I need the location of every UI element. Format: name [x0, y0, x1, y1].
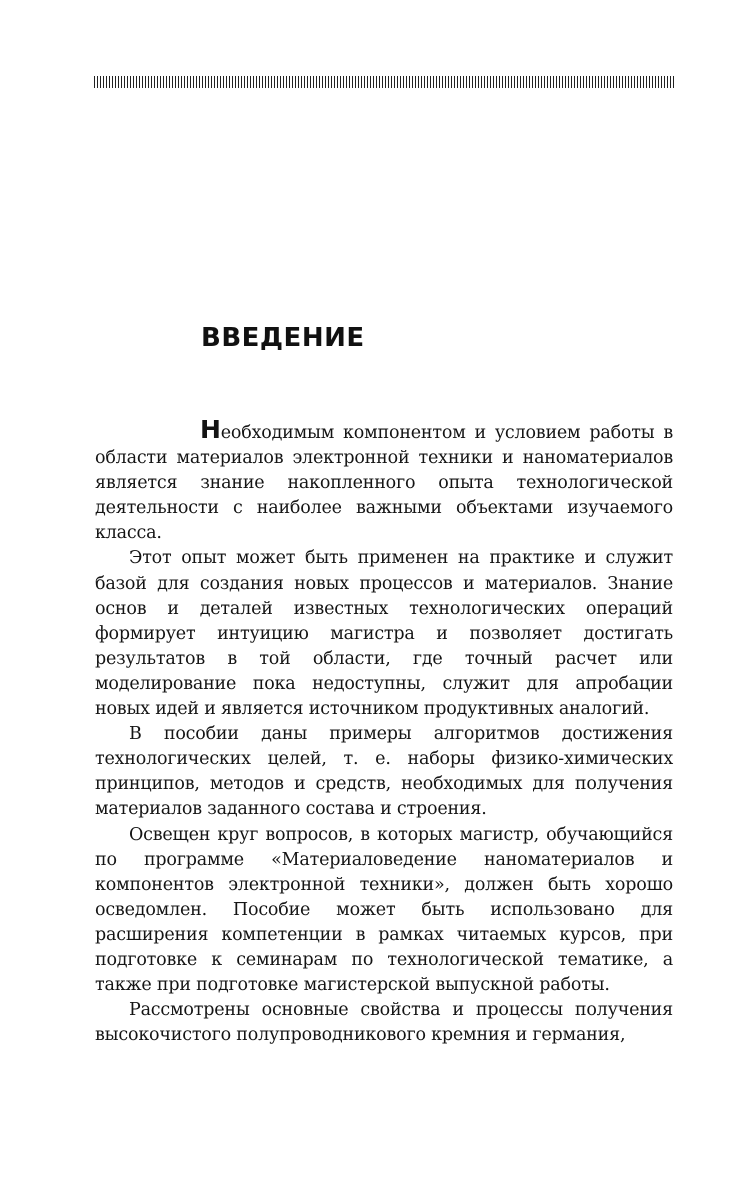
paragraph-silicon-germanium: Рассмотрены основные свойства и процессы получения высокочистого полупроводникового кремния и германия,: [95, 1000, 673, 1046]
header-decorative-rule: [94, 76, 674, 88]
paragraph-scope: Освещен круг вопросов, в которых магистр, обучающийся по программе «Материаловедение наноматериалов и компонентов электронной техники», должен быть хорошо осведомлен. Пособие может быть использовано для расширения компетенции в рамках читаемых курсов, при подготовке к семинарам по технологической тематике, а также при подготовке магистерской выпускной работы.: [95, 824, 673, 996]
paragraph-experience: Этот опыт может быть применен на практике и служит базой для создания новых процессов и материалов. Знание основ и деталей известных технологических операций формирует интуицию магистра и позволяет достигать результатов в той области, где точный расчет или моделирование пока недоступны, служит для апробации новых идей и является источником продуктивных аналогий.: [95, 548, 673, 720]
chapter-title: ВВЕДЕНИЕ: [201, 323, 365, 353]
chapter-body: [95, 415, 673, 1048]
paragraph-algorithms: В пособии даны примеры алгоритмов достижения технологических целей, т. е. наборы физико-химических принципов, методов и средств, необходимых для получения материалов заданного состава и строения.: [95, 724, 673, 820]
paragraph-intro: Необходимым компонентом и условием работы в области материалов электронной техники и наноматериалов является знание накопленного опыта технологической деятельности с наиболее важными объектами изучаемого класса.: [95, 415, 673, 544]
